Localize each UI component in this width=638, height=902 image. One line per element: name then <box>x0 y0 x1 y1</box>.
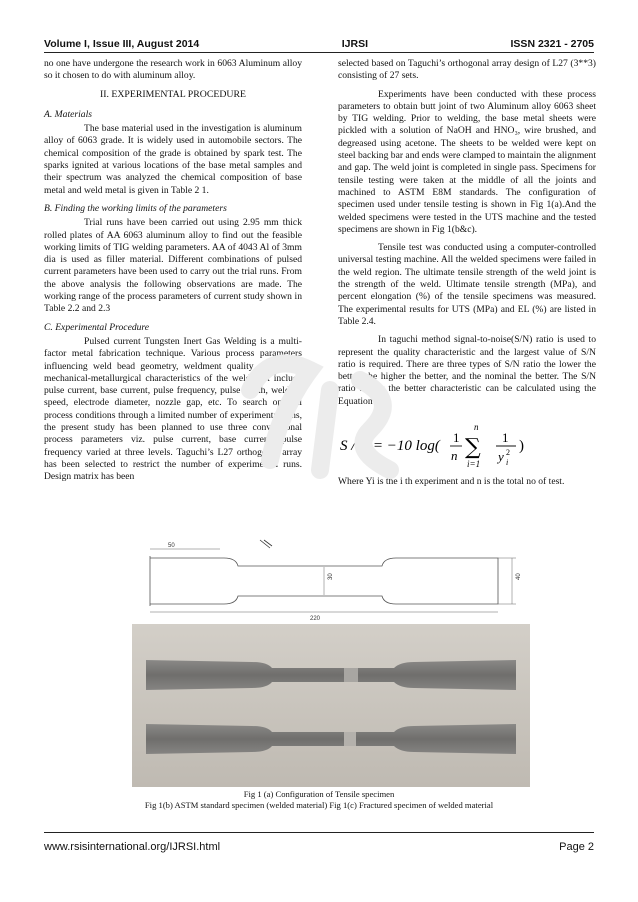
equation-lhs: S / N = −10 log( <box>340 438 440 455</box>
figure-caption-sub: Fig 1(b) ASTM standard specimen (welded material) Fig 1(c) Fractured specimen of welded material <box>144 800 494 810</box>
equation-inner-sup: 2 <box>506 448 510 458</box>
dim-gauge-width: 30 <box>328 573 334 580</box>
specimen-drawing <box>132 536 530 622</box>
equation-sum-top: n <box>474 422 479 433</box>
left-column <box>44 58 302 490</box>
dim-grip-width: 40 <box>516 573 522 580</box>
equation-rhs: ) <box>519 438 524 455</box>
paragraph: Tensile test was conducted using a computer-controlled universal testing machine. All the welded specimens were failed in the weld region. The ultimate tensile strength of the weld joint is the strength of the weld. Ultimate tensile strength (MPa), and percent elongation (%) of the tensile specimens was measured. The experimental results for UTS (MPa) and EL (%) are listed in Table 2.4. <box>338 242 596 327</box>
paragraph: The base material used in the investigation is aluminum alloy of 6063 grade. It is widely used in automobile sectors. The chemical composition of the grade is obtained by spark test. The sparks ignited at various locations of the base metal samples and their spectrum was analyzed the chemical composition of base metal and weld metal is given in Table 2 1. <box>44 123 302 196</box>
right-column <box>338 58 596 494</box>
specimen-photo <box>132 624 530 787</box>
header-volume: Volume I, Issue III, August 2014 <box>44 38 200 50</box>
equation-inner-den: y <box>498 449 504 465</box>
dim-total-length: 220 <box>310 616 321 622</box>
header-issn: ISSN 2321 - 2705 <box>510 38 594 50</box>
page-header <box>44 34 594 53</box>
paragraph: Pulsed current Tungsten Inert Gas Welding is a multi-factor metal fabrication technique. Various process parameters influencing weld bead geometry, weldment quality as well as mechanical-metallurgical characteristics of the weldment include pulse current, base current, pulse frequency, pulse width, welding speed, electrode diameter, nozzle gap, etc. To search optimal process conditions through a limited number of experimental runs, the present study has been planned to use three conventional process parameters viz. pulse current, base current, pulse frequency varied at three levels. Taguchi’s L27 orthogonal array has been selected to restrict the number of experimental runs. Design matrix has been <box>44 335 302 483</box>
header-journal: IJRSI <box>341 38 368 50</box>
page-number: Page 2 <box>559 841 594 853</box>
equation-frac-den: n <box>451 448 458 464</box>
paragraph: no one have undergone the research work in 6063 Aluminum alloy so it chosen to do with aluminum alloy. <box>44 58 302 82</box>
paragraph: Trial runs have been carried out using 2.95 mm thick rolled plates of AA 6063 aluminum alloy to find out the feasible working limits of TIG welding parameters. AA of 4043 Al of 3mm dia is used as filler material. Different combinations of pulsed current parameters have been used to carry out the trial runs. From the above analysis the following observations are made. The working range of the process parameters of current study shown in Table 2.2 and 2.3 <box>44 217 302 315</box>
subsection-heading-materials: A. Materials <box>44 108 92 120</box>
sigma-icon: ∑ <box>465 435 481 461</box>
paragraph: Where Yi is the i th experiment and n is the total no of test. <box>338 476 565 488</box>
dim-grip-length: 50 <box>168 543 175 549</box>
equation-inner-sub: i <box>506 458 509 468</box>
equation-frac-num: 1 <box>453 430 460 446</box>
footer-url: www.rsisinternational.org/IJRSI.html <box>44 841 221 853</box>
page-footer <box>44 832 594 855</box>
paragraph: In taguchi method signal-to-noise(S/N) ratio is used to represent the quality characteristic and the largest value of S/N ratio is required. There are three types of S/N ratio the lower the better, the higher the better, and the nominal the better. The S/N ratio higher the better characteristic can be calculated using the Equation 1 <box>338 334 596 407</box>
sn-ratio-equation <box>338 420 596 470</box>
subsection-heading-limits: B. Finding the working limits of the parameters <box>44 202 227 214</box>
equation-sum-bottom: i=1 <box>467 459 481 470</box>
paragraph: selected based on Taguchi’s orthogonal array design of L27 (3**3) consisting of 27 sets. <box>338 58 596 82</box>
equation-inner-num: 1 <box>502 430 509 446</box>
subsection-heading-procedure: C. Experimental Procedure <box>44 321 150 333</box>
paragraph: Experiments have been conducted with these process parameters to obtain butt joint of two Aluminum alloy 6063 sheet by TIG welding. Prior to welding, the base metal sheets were pickled with a solution of NaOH and HNO₃, wire brushed, and degreased using acetone. The sheets to be welded were kept on steel backing bar and ends were clamped to maintain the alignment and gap. The weld joint is completed in single pass. Specimens for tensile testing were taken at the middle of all the joints and machined to ASTM E8M standards. The configuration of specimen used under tensile testing is shown in Fig 1(a).And the welded specimens were tested in the UTS machine and the tested specimens are shown in Fig 1(b&c). <box>338 88 596 235</box>
figure-caption: Fig 1 (a) Configuration of Tensile specimen <box>243 789 395 799</box>
section-title: II. EXPERIMENTAL PROCEDURE <box>99 88 247 100</box>
